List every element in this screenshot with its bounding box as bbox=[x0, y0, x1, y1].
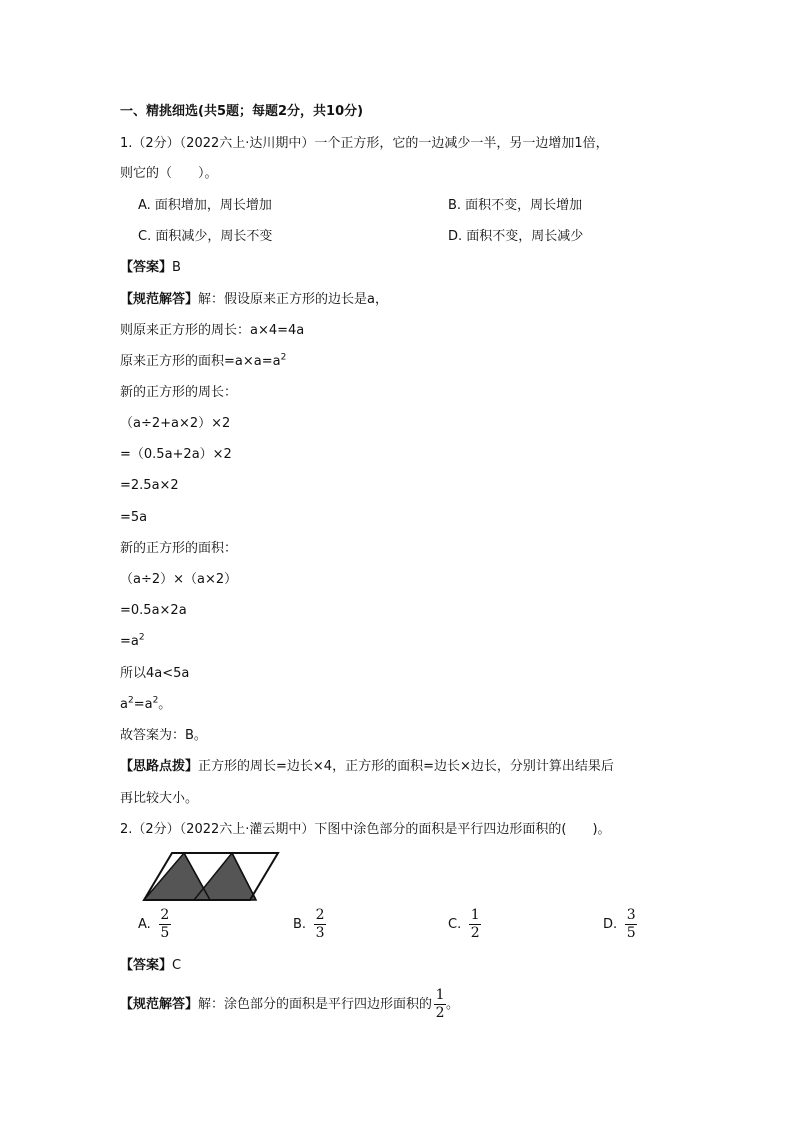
q1-line-7: =5a bbox=[120, 510, 148, 525]
superscript: 2 bbox=[127, 695, 134, 706]
solution-text: 解：涂色部分的面积是平行四边形面积的 bbox=[198, 997, 433, 1012]
denominator: 5 bbox=[626, 925, 636, 941]
q1-line-11 bbox=[120, 632, 145, 652]
tips-text: 正方形的周长=边长×4，正方形的面积=边长×边长，分别计算出结果后 bbox=[198, 759, 614, 774]
line-text: =a bbox=[120, 634, 139, 649]
superscript: 2 bbox=[280, 352, 287, 363]
q1-solution-first bbox=[120, 290, 388, 310]
q1-option-b: B. 面积不变，周长增加 bbox=[448, 198, 583, 213]
q1-stem-line1: 1.（2分）（2022六上·达川期中）一个正方形，它的一边减少一半，另一边增加1倍， bbox=[120, 136, 609, 151]
q1-line-5: =（0.5a+2a）×2 bbox=[120, 447, 232, 462]
section-title: 一、精挑细选(共5题；每题2分，共10分) bbox=[120, 104, 364, 119]
q1-line-2 bbox=[120, 352, 286, 372]
q2-stem: 2.（2分）（2022六上·灌云期中）下图中涂色部分的面积是平行四边形面积的( )。 bbox=[120, 822, 611, 837]
q1-line-9: （a÷2）×（a×2） bbox=[120, 572, 238, 587]
denominator: 2 bbox=[435, 1005, 445, 1021]
denominator: 5 bbox=[160, 925, 170, 941]
q1-stem-line2: 则它的（ ）。 bbox=[120, 166, 218, 181]
numerator: 1 bbox=[470, 907, 480, 923]
solution-end: 。 bbox=[446, 997, 460, 1012]
fraction bbox=[314, 908, 326, 941]
shaded-triangle-2 bbox=[194, 853, 256, 900]
solution-tag: 【规范解答】 bbox=[120, 292, 199, 307]
q1-option-c: C. 面积减少，周长不变 bbox=[138, 229, 273, 244]
option-label: D. bbox=[603, 916, 618, 932]
q1-line-1: 则原来正方形的周长：a×4=4a bbox=[120, 323, 305, 338]
fraction bbox=[625, 908, 637, 941]
numerator: 1 bbox=[435, 987, 445, 1003]
line-text: 原来正方形的面积=a×a=a bbox=[120, 354, 281, 369]
line-text: 。 bbox=[158, 697, 172, 712]
option-label: C. bbox=[448, 916, 462, 932]
q1-tips-line1 bbox=[120, 757, 614, 777]
answer-value: C bbox=[172, 958, 182, 973]
answer-tag: 【答案】 bbox=[120, 260, 173, 275]
q1-line-3: 新的正方形的周长： bbox=[120, 385, 238, 400]
answer-value: B bbox=[172, 260, 181, 275]
q1-line-6: =2.5a×2 bbox=[120, 478, 179, 493]
q2-option-c bbox=[448, 908, 481, 941]
q1-line-8: 新的正方形的面积： bbox=[120, 541, 238, 556]
denominator: 2 bbox=[470, 925, 480, 941]
solution-text: 解：假设原来正方形的边长是a， bbox=[198, 292, 388, 307]
option-label: A. bbox=[138, 916, 151, 932]
q2-option-d bbox=[603, 908, 637, 941]
superscript: 2 bbox=[138, 632, 145, 643]
q1-line-12: 所以4a<5a bbox=[120, 666, 190, 681]
numerator: 3 bbox=[626, 907, 636, 923]
q2-option-b bbox=[293, 908, 326, 941]
numerator: 2 bbox=[160, 907, 170, 923]
q1-tips-line2: 再比较大小。 bbox=[120, 791, 199, 806]
q1-line-4: （a÷2+a×2）×2 bbox=[120, 416, 231, 431]
numerator: 2 bbox=[315, 907, 325, 923]
q1-line-10: =0.5a×2a bbox=[120, 603, 187, 618]
q1-option-d: D. 面积不变，周长减少 bbox=[448, 229, 584, 244]
q1-answer bbox=[120, 258, 181, 278]
superscript: 2 bbox=[152, 695, 159, 706]
fraction bbox=[434, 988, 446, 1021]
parallelogram-figure bbox=[140, 850, 282, 904]
option-label: B. bbox=[293, 916, 307, 932]
q2-solution bbox=[120, 988, 459, 1021]
line-text: a bbox=[120, 697, 128, 712]
solution-tag: 【规范解答】 bbox=[120, 997, 199, 1012]
tips-tag: 【思路点拨】 bbox=[120, 759, 199, 774]
q2-answer bbox=[120, 956, 181, 976]
fraction bbox=[159, 908, 171, 941]
q1-option-a: A. 面积增加，周长增加 bbox=[138, 198, 272, 213]
line-text: =a bbox=[133, 697, 153, 712]
fraction bbox=[469, 908, 481, 941]
denominator: 3 bbox=[315, 925, 325, 941]
q1-line-14: 故答案为：B。 bbox=[120, 728, 207, 743]
q1-line-13 bbox=[120, 695, 171, 715]
q2-option-a bbox=[138, 908, 171, 941]
answer-tag: 【答案】 bbox=[120, 958, 173, 973]
